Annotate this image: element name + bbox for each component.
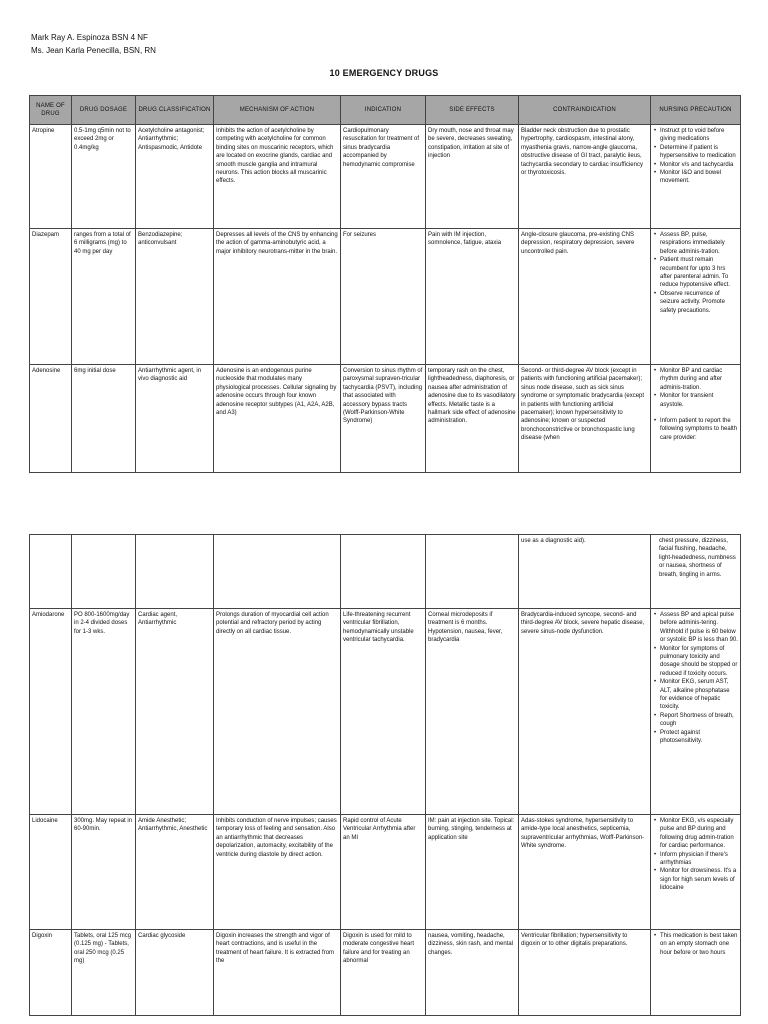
precaution-item: • Instruct pt to void before giving medications: [659, 127, 738, 144]
mechanism-of-action: Adenosine is an endogenous purine nucleoside that modulates many physiological processes. Cellular signaling by adenosine occurs through four known adenosine receptor subtypes (A1, A2A, A2B, and A3): [214, 365, 341, 473]
contraindication: Bladder neck obstruction due to prostatic hypertrophy, cardiospasm, intestinal atony, myasthenia gravis, narrow-angle glaucoma, obstructive disease of GI tract, paralytic ileus, tachycardia secondary to cardiac insufficiency or thyrotoxicosis.: [519, 125, 651, 229]
nursing-precaution: chest pressure, dizziness, facial flushing, headache, light-headedness, numbness or nausea, shortness of breath, tingling in arms.: [651, 535, 741, 609]
contraindication: Angle-closure glaucoma, pre-existing CNS depression, respiratory depression, severe uncontrolled pain.: [519, 229, 651, 365]
table-row: [30, 125, 741, 229]
side-effects: nausea, vomiting, headache, dizziness, skin rash, and mental changes.: [426, 930, 519, 1016]
document-title: 10 EMERGENCY DRUGS: [329, 68, 439, 78]
column-header-indication: INDICATION: [341, 96, 426, 125]
column-header-dosage: DRUG DOSAGE: [72, 96, 136, 125]
precaution-item: • This medication is best taken on an empty stomach one hour before or two hours: [659, 932, 738, 957]
precaution-item: • Observe recurrence of seizure activity. Promote safety precautions.: [659, 290, 738, 315]
table-row: [30, 365, 741, 473]
side-effects: [426, 535, 519, 609]
precaution-item: • Monitor v/s and tachycardia: [659, 161, 738, 169]
contraindication: Second- or third-degree AV block (except in patients with functioning artificial pacemaker); sinus node disease, such as sick sinus syndrome or symptomatic bradycardia (except in patients with functioning artificial pacemaker); known hypersensitivity to adenosine; known or suspected bronchoconstrictive or bronchospastic lung disease (when: [519, 365, 651, 473]
side-effects: Corneal microdeposits if treatment is 6 months. Hypotension, nausea, fever, bradycardia: [426, 609, 519, 815]
column-header-nursing-precaution: NURSING PRECAUTION: [651, 96, 741, 125]
side-effects: Pain with IM injection, somnolence, fatigue, ataxia: [426, 229, 519, 365]
table-row: [30, 609, 741, 815]
nursing-precaution: [651, 229, 741, 365]
column-header-side-effects: SIDE EFFECTS: [426, 96, 519, 125]
nursing-precaution: [651, 609, 741, 815]
table-header-row: [30, 96, 741, 125]
nursing-precaution: [651, 125, 741, 229]
precaution-item: • Patient must remain recumbent for upto 3 hrs after parenteral admin. To reduce hypotensive effect.: [659, 256, 738, 290]
precaution-item: • Monitor for drowsiness. It's a sign for high serum levels of lidocaine: [659, 867, 738, 892]
precaution-item: • Assess BP and apical pulse before adminis-tering. Withhold if pulse is 60 below or systolic BP is less than 90.: [659, 611, 738, 645]
drug-name: [30, 535, 72, 609]
table-row: [30, 535, 741, 609]
drug-name: Lidocaine: [30, 815, 72, 930]
nursing-precaution: [651, 815, 741, 930]
instructor-name: Ms. Jean Karla Penecilla, BSN, RN: [31, 46, 156, 55]
table-row: [30, 229, 741, 365]
drug-classification: Antiarrhythmic agent, in vivo diagnostic aid: [136, 365, 214, 473]
table-row: [30, 930, 741, 1016]
drug-name: Digoxin: [30, 930, 72, 1016]
drug-dosage: [72, 535, 136, 609]
drug-dosage: Tablets, oral 125 mcg (0.125 mg) - Tablets, oral 250 mcg (0.25 mg): [72, 930, 136, 1016]
drug-table-page-2: [29, 534, 741, 1016]
precaution-item: • Determine if patient is hypersensitive to medication: [659, 144, 738, 161]
precaution-item: • Monitor for transient asystole.: [659, 392, 738, 409]
indication: Conversion to sinus rhythm of paroxysmal supraven-tricular tachycardia (PSVT), including that associated with accessory bypass tracts (Wolff-Parkinson-White Syndrome): [341, 365, 426, 473]
precaution-item: • Monitor for symptoms of pulmonary toxicity and dosage should be stopped or reduced if toxicity occurs.: [659, 645, 738, 679]
drug-table-page-1: [29, 95, 741, 473]
contraindication: Ventricular fibrillation; hypersensitivity to digoxin or to other digitalis preparations.: [519, 930, 651, 1016]
mechanism-of-action: Digoxin increases the strength and vigor of heart contractions, and is useful in the treatment of heart failure. It is extracted from the: [214, 930, 341, 1016]
precaution-item: • Protect against photosensitivity.: [659, 729, 738, 746]
contraindication: use as a diagnostic aid).: [519, 535, 651, 609]
side-effects: IM: pain at injection site. Topical: burning, stinging, tenderness at application site: [426, 815, 519, 930]
precaution-item: • Assess BP, pulse, respirations immediately before adminis-tration.: [659, 231, 738, 256]
drug-classification: Cardiac glycoside: [136, 930, 214, 1016]
precaution-item: • Inform physician if there's arrhythmias: [659, 851, 738, 868]
mechanism-of-action: Depresses all levels of the CNS by enhancing the action of gamma-aminobutyric acid, a major inhibitory neurotrans-mitter in the brain.: [214, 229, 341, 365]
mechanism-of-action: Prolongs duration of myocardial cell action potential and refractory period by acting directly on all cardiac tissue.: [214, 609, 341, 815]
drug-name: Diazepam: [30, 229, 72, 365]
precaution-item: • Monitor BP and cardiac rhythm during and after adminis-tration.: [659, 367, 738, 392]
column-header-mechanism: MECHANISM OF ACTION: [214, 96, 341, 125]
side-effects: Dry mouth, nose and throat may be severe, decreases sweating, constipation, irritation at site of injection: [426, 125, 519, 229]
drug-dosage: 6mg initial dose: [72, 365, 136, 473]
indication: For seizures: [341, 229, 426, 365]
drug-name: Adenosine: [30, 365, 72, 473]
drug-classification: Amide Anesthetic; Antiarrhythmic, Anesthetic: [136, 815, 214, 930]
drug-dosage: 300mg. May repeat in 60-90min.: [72, 815, 136, 930]
drug-classification: [136, 535, 214, 609]
column-header-classification: DRUG CLASSIFICATION: [136, 96, 214, 125]
indication: Life-threatening recurrent ventricular fibrillation, hemodynamically unstable ventricular tachycardia.: [341, 609, 426, 815]
mechanism-of-action: Inhibits the action of acetylcholine by competing with acetylcholine for common binding sites on muscarinic receptors, which are located on exocrine glands, cardiac and smooth muscle ganglia and intramural neurons. This action blocks all muscarinic effects.: [214, 125, 341, 229]
column-header-contraindication: CONTRAINDICATION: [519, 96, 651, 125]
precaution-item: • Monitor I&O and bowel movement.: [659, 169, 738, 186]
indication: Digoxin is used for mild to moderate congestive heart failure and for treating an abnormal: [341, 930, 426, 1016]
precaution-item: • Monitor EKG, v/s especially pulse and BP during and following drug admin-tration for cardiac performance.: [659, 817, 738, 851]
precaution-item: • Report Shortness of breath, cough: [659, 712, 738, 729]
precaution-item: • Monitor EKG, serum AST, ALT, alkaline phosphatase for evidence of hepatic toxicity.: [659, 678, 738, 712]
drug-name: Amiodarone: [30, 609, 72, 815]
nursing-precaution: [651, 930, 741, 1016]
side-effects: temporary rash on the chest, lightheadedness, diaphoresis, or nausea after administration of adenosine due to its vasodilatory effects. Metallic taste is a hallmark side effect of adenosine administration.: [426, 365, 519, 473]
contraindication: Bradycardia-induced syncope, second- and third-degree AV block, severe hepatic disease, severe sinus-node dysfunction.: [519, 609, 651, 815]
indication: Rapid control of Acute Ventricular Arrhythmia after an MI: [341, 815, 426, 930]
indication: Cardiopulmonary resuscitation for treatment of sinus bradycardia accompanied by hemodynamic compromise: [341, 125, 426, 229]
mechanism-of-action: Inhibits conduction of nerve impulses; causes temporary loss of feeling and sensation. Also an antiarrhythmic that decreases depolarization, automacity, excitability of the ventricle during diastole by direct action.: [214, 815, 341, 930]
nursing-precaution: [651, 365, 741, 473]
drug-dosage: ranges from a total of 6 milligrams (mg) to 40 mg per day: [72, 229, 136, 365]
drug-dosage: 0.5-1mg q5min not to exceed 2mg or 0.4mg/kg: [72, 125, 136, 229]
author-name: Mark Ray A. Espinoza BSN 4 NF: [31, 33, 148, 42]
drug-dosage: PO 800-1600mg/day in 2-4 divided doses for 1-3 wks.: [72, 609, 136, 815]
drug-classification: Acetylcholine antagonist; Antiarrhythmic; Antispasmodic, Antidote: [136, 125, 214, 229]
table-row: [30, 815, 741, 930]
precaution-item: • Inform patient to report the following symptoms to health care provider:: [659, 417, 738, 442]
column-header-name: NAME OF DRUG: [30, 96, 72, 125]
drug-classification: Cardiac agent, Antiarrhythmic: [136, 609, 214, 815]
mechanism-of-action: [214, 535, 341, 609]
drug-name: Atropine: [30, 125, 72, 229]
indication: [341, 535, 426, 609]
drug-classification: Benzodiazepine; anticonvulsant: [136, 229, 214, 365]
contraindication: Adas-stokes syndrome, hypersensitivity to amide-type local anesthetics, septicemia, supraventricular arrhythmias, Wolff-Parkinson-White syndrome.: [519, 815, 651, 930]
